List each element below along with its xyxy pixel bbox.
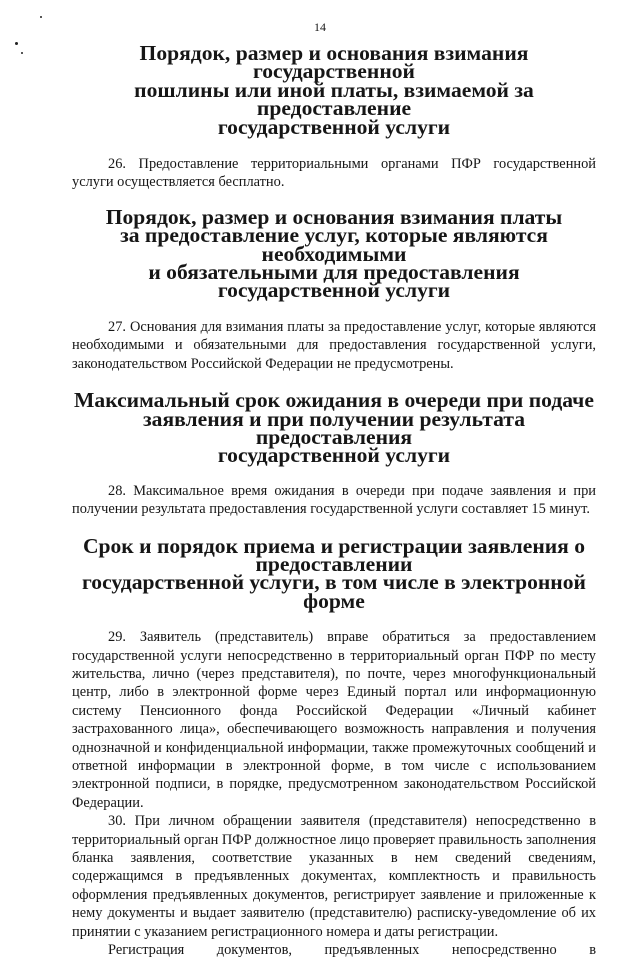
section-heading-queue-time <box>72 388 596 468</box>
heading-line: заявления и при получении результата предоставления <box>143 406 525 449</box>
scan-speck <box>21 52 23 54</box>
heading-line: за предоставление услуг, которые являются необходимыми <box>120 223 548 266</box>
paragraph-registration: Регистрация документов, предъявленных непосредственно в <box>108 942 596 959</box>
section-heading-service-payment <box>72 204 596 303</box>
paragraph-29: 29. Заявитель (представитель) вправе обратиться за предоставлением государственной услуги непосредственно в территориальный орган ПФР по месту жительства, лично (через представителя), по почте, через многофункциональный центр, либо в электронной форме через Единый портал или информационную систему Пенсионного фонда Российской Федерации «Личный кабинет застрахованного лица», обеспечивающего возможность направления и получения однозначной и конфиденциальной информации, также промежуточных сообщений и ответной информации в электронной форме, в том числе с использованием электронной подписи, в порядке, предусмотренном законодательством Российской Федерации. <box>72 629 596 811</box>
paragraph-30: 30. При личном обращении заявителя (представителя) непосредственно в территориальный орган ПФР должностное лицо проверяет правильность заполнения бланка заявления, соответствие указанных в нем сведений сведениям, содержащимся в предъявленных документах, комплектность и правильность оформления предъявленных документов, регистрирует заявление и приложенные к нему документы и выдает заявителю (представителю) расписку-уведомление об их принятии с указанием регистрационного номера и даты регистрации. <box>72 813 596 940</box>
scan-speck <box>15 42 18 45</box>
document-body <box>72 41 596 959</box>
heading-line: и обязательными для предоставления государственной услуги <box>148 260 520 303</box>
paragraph-26: 26. Предоставление территориальными органами ПФР государственной услуги осуществляется бесплатно. <box>72 156 596 191</box>
paragraph-28: 28. Максимальное время ожидания в очереди при подаче заявления и при получении результата предоставления государственной услуги составляет 15 минут. <box>72 482 596 518</box>
heading-line: Срок и порядок приема и регистрации заявления о предоставлении <box>82 533 586 576</box>
heading-line: пошлины или иной платы, взимаемой за предоставление <box>134 77 534 121</box>
heading-line: Порядок, размер и основания взимания государственной <box>139 41 529 84</box>
section-heading-registration <box>72 533 596 613</box>
heading-line: Порядок, размер и основания взимания платы <box>105 204 563 229</box>
paragraph-27: 27. Основания для взимания платы за предоставление услуг, которые являются необходимыми и обязательными для предоставления государственной услуги, законодательством Российской Федерации не предусмотрены. <box>72 318 596 372</box>
heading-line: государственной услуги <box>217 114 451 139</box>
page-number: 14 <box>314 20 326 34</box>
heading-line: государственной услуги, в том числе в электронной форме <box>82 570 586 613</box>
scan-speck <box>40 16 42 18</box>
section-heading-fee <box>72 41 596 139</box>
heading-line: Максимальный срок ожидания в очереди при подаче <box>74 388 594 413</box>
heading-line: государственной услуги <box>217 443 451 468</box>
